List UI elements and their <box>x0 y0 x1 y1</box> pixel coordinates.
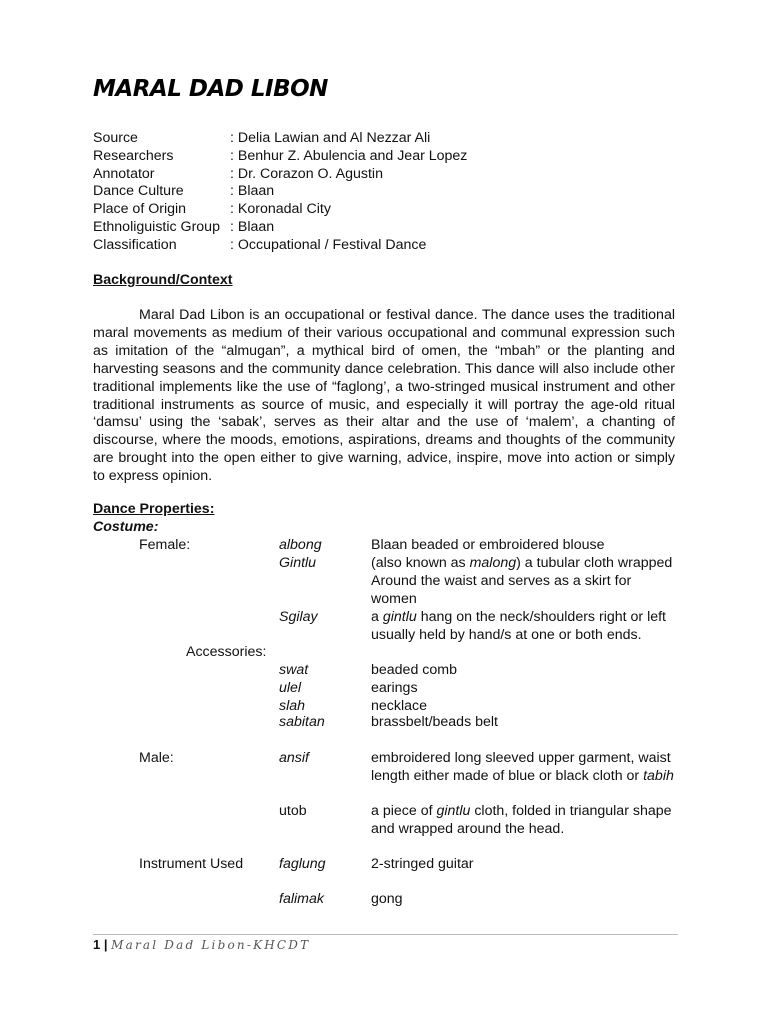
meta-value: : Benhur Z. Abulencia and Jear Lopez <box>230 147 468 164</box>
term-slah: slah <box>279 698 306 714</box>
term-falimak: falimak <box>279 891 324 907</box>
meta-row-annotator <box>93 166 467 184</box>
meta-value: : Blaan <box>230 183 275 200</box>
desc-faglung: 2-stringed guitar <box>371 856 474 872</box>
meta-label: Annotator <box>93 165 155 182</box>
meta-label: Researchers <box>93 147 174 164</box>
desc-text: ) a tubular cloth wrapped Around the waist and serves as a skirt for women <box>371 555 673 607</box>
footer-separator: | <box>103 937 108 952</box>
desc-ansif <box>371 750 676 786</box>
costume-heading: Costume: <box>93 519 159 535</box>
term-sabitan: sabitan <box>279 714 325 730</box>
page-footer <box>93 937 310 952</box>
background-paragraph: Maral Dad Libon is an occupational or festival dance. The dance uses the traditional maral movements as medium of their various occupational and communal expression such as imitation of the “almugan”, a mythical bird of omen, the “mbah” or the planting and harvesting seasons and the community dance celebration. This dance will also include other traditional implements like the use of “faglong’, a two-stringed musical instrument and other traditional instruments as source of music, and especially it will portray the age-old ritual ‘damsu’ using the ‘sabak’, serves as their altar and the use of ‘malem’, a chanting of discourse, where the moods, emotions, aspirations, dreams and thoughts of the community are brought into the open either to give warning, advice, inspire, move into action or simply to express opinion. <box>93 307 675 485</box>
meta-label: Ethnoliguistic Group <box>93 218 220 235</box>
meta-value: : Occupational / Festival Dance <box>230 236 427 253</box>
desc-text: cloth, folded in triangular shape and wrapped around the head. <box>371 803 672 837</box>
meta-value: : Delia Lawian and Al Nezzar Ali <box>230 130 431 146</box>
meta-label: Dance Culture <box>93 183 184 200</box>
meta-row-researchers <box>93 148 467 166</box>
desc-emphasis: gintlu <box>436 803 471 819</box>
desc-sgilay <box>371 609 676 645</box>
desc-sabitan: brassbelt/beads belt <box>371 714 498 730</box>
term-sgilay: Sgilay <box>279 609 318 625</box>
desc-emphasis: tabih <box>643 767 674 784</box>
desc-falimak: gong <box>371 891 403 907</box>
desc-text: hang on the neck/shoulders right or left usually held by hand/s at one or both ends. <box>371 609 666 643</box>
desc-text: embroidered long sleeved upper garment, waist length either made of blue or black cloth or <box>371 750 671 784</box>
desc-text: (also known as <box>371 555 470 571</box>
meta-label: Place of Origin <box>93 201 187 218</box>
meta-row-ethnolinguistic-group <box>93 219 467 237</box>
instrument-label: Instrument Used <box>139 856 244 872</box>
desc-swat: beaded comb <box>371 662 457 678</box>
meta-row-dance-culture <box>93 183 467 201</box>
meta-row-source <box>93 130 467 148</box>
desc-ulel: earings <box>371 680 418 696</box>
desc-emphasis: gintlu <box>382 609 417 625</box>
term-utob: utob <box>279 803 307 819</box>
term-gintlu: Gintlu <box>279 555 317 571</box>
desc-albong: Blaan beaded or embroidered blouse <box>371 537 605 553</box>
meta-value: : Koronadal City <box>230 201 331 218</box>
meta-label: Source <box>93 130 138 146</box>
female-label: Female: <box>139 537 191 553</box>
meta-value: : Blaan <box>230 218 275 235</box>
desc-slah: necklace <box>371 698 427 714</box>
metadata-table <box>93 130 467 255</box>
footer-text: Maral Dad Libon-KHCDT <box>111 938 311 952</box>
desc-utob <box>371 803 676 839</box>
term-ansif: ansif <box>279 750 309 766</box>
document-title: MARAL DAD LIBON <box>93 76 328 102</box>
meta-row-classification <box>93 237 467 255</box>
page-number: 1 <box>93 937 101 952</box>
term-swat: swat <box>279 662 309 678</box>
footer-divider <box>93 934 678 935</box>
desc-text: a piece of <box>371 803 437 819</box>
meta-value: : Dr. Corazon O. Agustin <box>230 165 383 182</box>
background-heading: Background/Context <box>93 272 233 288</box>
term-ulel: ulel <box>279 680 302 696</box>
desc-gintlu <box>371 555 676 609</box>
term-faglung: faglung <box>279 856 326 872</box>
meta-row-place-of-origin <box>93 201 467 219</box>
accessories-label: Accessories: <box>186 644 267 660</box>
male-label: Male: <box>139 750 174 766</box>
meta-label: Classification <box>93 236 177 253</box>
term-albong: albong <box>279 537 322 553</box>
desc-emphasis: malong <box>469 555 517 571</box>
dance-properties-heading: Dance Properties: <box>93 501 215 517</box>
desc-text: a <box>371 609 383 625</box>
